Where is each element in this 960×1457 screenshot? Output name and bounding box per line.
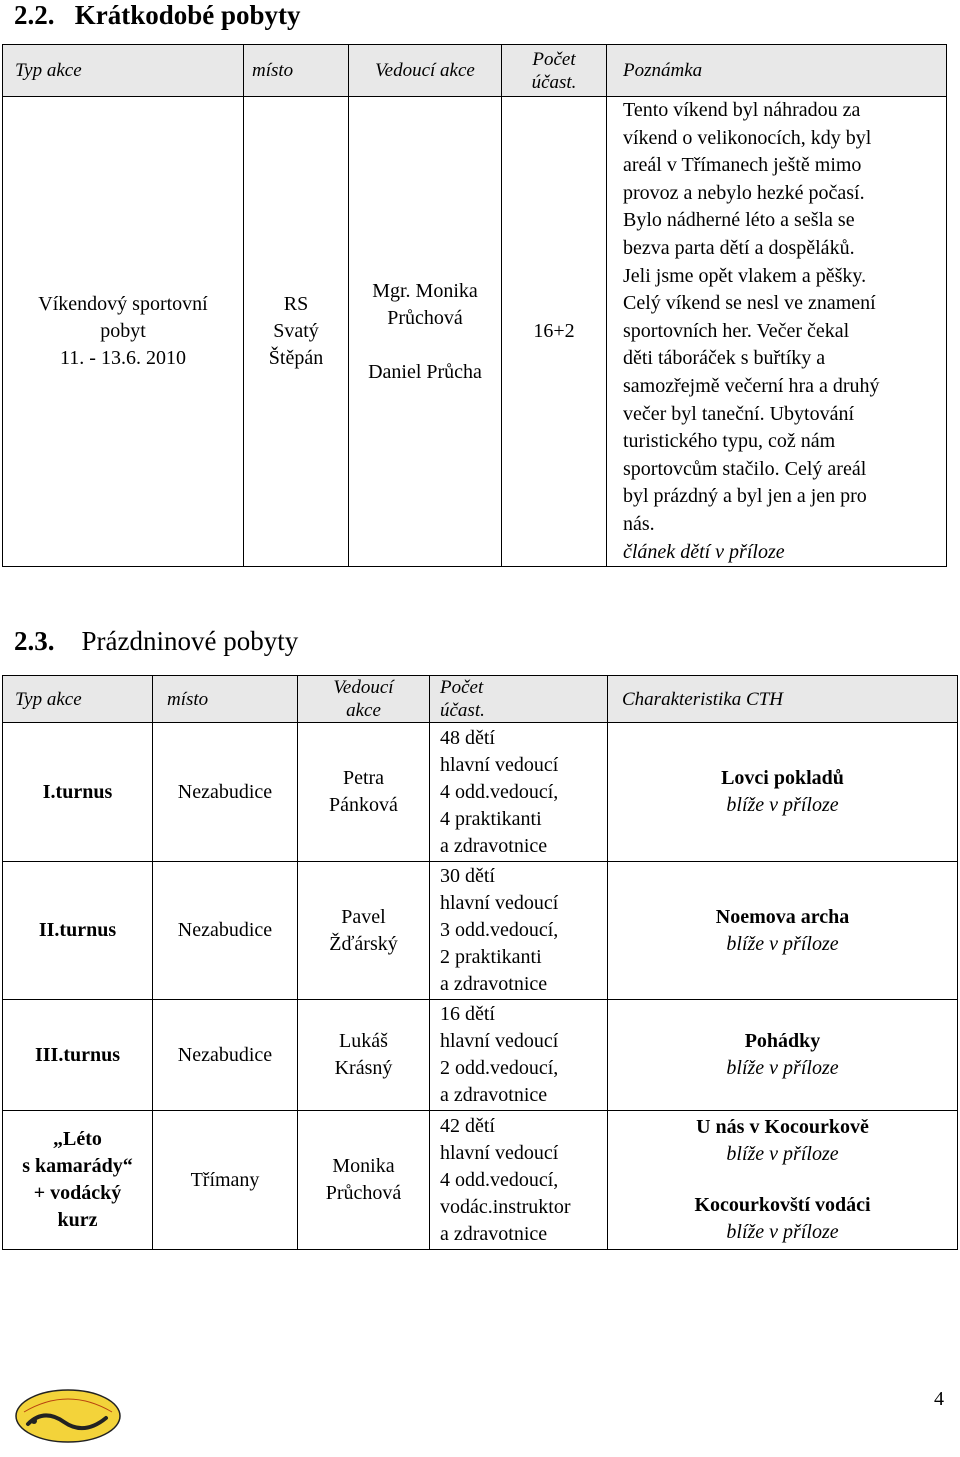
holiday-stays-table (2, 675, 958, 1250)
section-title: Prázdninové pobyty (81, 626, 299, 656)
char-link[interactable]: blíže v příloze (726, 932, 839, 955)
vedouci-line: Krásný (334, 1057, 393, 1079)
note-line: samozřejmě večerní hra a druhý (623, 374, 880, 397)
vedouci-line: Průchová (325, 1182, 402, 1204)
header-pocet-line: Počet (440, 677, 484, 698)
pocet-line: 2 odd.vedoucí, (440, 1057, 559, 1079)
row-charakteristika (608, 723, 958, 862)
vedouci-line: Daniel Průcha (368, 360, 482, 383)
vedouci-line: Žďárský (329, 932, 398, 955)
char-title: Lovci pokladů (721, 767, 844, 789)
vedouci-line: Monika (332, 1155, 395, 1177)
note-line: Jeli jsme opět vlakem a pěšky. (623, 264, 867, 287)
misto-line: RS (283, 293, 309, 316)
row-typ: I.turnus (3, 723, 153, 862)
pocet-line: 30 dětí (440, 865, 495, 887)
pocet-line: a zdravotnice (440, 1222, 548, 1245)
char-link[interactable]: blíže v příloze (726, 794, 839, 816)
row-charakteristika (608, 862, 958, 1000)
char-link[interactable]: blíže v příloze (726, 1143, 839, 1165)
note-line: víkend o velikonocích, kdy byl (623, 126, 872, 149)
header-pocet (502, 45, 607, 97)
pocet-line: 42 dětí (440, 1114, 495, 1137)
row-misto: Nezabudice (153, 862, 298, 1000)
header-pocet (430, 676, 608, 723)
header-poznamka: Poznámka (607, 45, 947, 97)
vedouci-line: Lukáš (339, 1030, 388, 1052)
typ-line: kurz (57, 1209, 98, 1231)
header-pocet-line1: Počet (532, 48, 576, 70)
section-number: 2.3. (14, 626, 55, 656)
page-number: 4 (934, 1388, 944, 1410)
note-line: turistického typu, což nám (623, 430, 836, 453)
table-row (3, 1000, 958, 1111)
misto-line: Štěpán (268, 347, 324, 370)
section-title: Krátkodobé pobyty (74, 0, 301, 30)
typ-line: s kamarády“ (22, 1155, 133, 1177)
pocet-line: a zdravotnice (440, 834, 548, 857)
char-link[interactable]: blíže v příloze (726, 1221, 839, 1243)
pocet-line: hlavní vedoucí (440, 892, 559, 914)
pocet-line: 4 odd.vedoucí, (440, 780, 559, 803)
row-misto: Nezabudice (153, 723, 298, 862)
typ-line: 11. - 13.6. 2010 (60, 347, 186, 370)
vedouci-line: Pánková (329, 794, 398, 816)
pocet-line: hlavní vedoucí (440, 1030, 559, 1052)
note-line: areál v Třímanech ještě mimo (623, 154, 862, 177)
section-number: 2.2. (14, 0, 55, 30)
row-typ-akce (3, 97, 244, 567)
row-misto: Třímany (153, 1111, 298, 1250)
vedouci-line: Pavel (341, 905, 386, 928)
note-line: večer byl taneční. Ubytování (623, 402, 855, 425)
note-line: Celý víkend se nesl ve znamení (623, 292, 876, 315)
header-vedouci-line: Vedoucí (333, 677, 394, 698)
header-typ-akce: Typ akce (3, 676, 153, 723)
typ-line: „Léto (53, 1128, 102, 1150)
char-spacer (608, 1168, 957, 1192)
header-typ-akce: Typ akce (3, 45, 244, 97)
pocet-line: hlavní vedoucí (440, 753, 559, 776)
table-row (3, 723, 958, 862)
header-vedouci: Vedoucí akce (349, 45, 502, 97)
pocet-line: 2 praktikanti (440, 946, 542, 968)
header-misto: místo (244, 45, 349, 97)
note-line: Bylo nádherné léto a sešla se (623, 209, 855, 232)
attachment-link[interactable]: článek dětí v příloze (623, 540, 785, 563)
note-line: byl prázdný a byl jen a jen pro (623, 485, 867, 508)
row-charakteristika (608, 1111, 958, 1250)
section-heading-krátkodobé (14, 0, 301, 31)
vedouci-line: Mgr. Monika (372, 279, 478, 302)
note-line: provoz a nebylo hezké počasí. (623, 181, 865, 204)
char-title: Noemova archa (715, 905, 850, 928)
note-line: bezva parta dětí a dospěláků. (623, 236, 855, 259)
pocet-line: 4 praktikanti (440, 807, 542, 830)
note-line: sportovních her. Večer čekal (623, 319, 850, 342)
pocet-line: 48 dětí (440, 726, 495, 749)
pocet-line: a zdravotnice (440, 1084, 548, 1106)
vedouci-spacer (349, 332, 501, 359)
pocet-line: 16 dětí (440, 1003, 495, 1025)
row-pocet: 16+2 (502, 97, 607, 567)
row-typ: II.turnus (3, 862, 153, 1000)
row-pocet (430, 862, 608, 1000)
table-row (3, 1111, 958, 1250)
note-line: Tento víkend byl náhradou za (623, 99, 861, 121)
vedouci-line: Petra (342, 767, 385, 789)
pocet-line: 3 odd.vedoucí, (440, 919, 559, 941)
section-heading-prázdninové (14, 626, 298, 657)
row-vedouci (349, 97, 502, 567)
row-misto (244, 97, 349, 567)
char-title: Kocourkovští vodáci (694, 1194, 871, 1216)
char-link[interactable]: blíže v příloze (726, 1057, 839, 1079)
row-pocet (430, 1000, 608, 1111)
salamandr-logo-graphic (14, 1388, 122, 1446)
row-pocet (430, 723, 608, 862)
row-pocet (430, 1111, 608, 1250)
row-typ (3, 1111, 153, 1250)
vedouci-line: Průchová (387, 306, 463, 329)
char-title: Pohádky (744, 1030, 821, 1052)
note-line: děti táboráček s buřtíky a (623, 347, 826, 370)
note-line: sportovcům stačilo. Celý areál (623, 457, 867, 480)
row-vedouci (298, 1111, 430, 1250)
row-poznamka (607, 97, 947, 567)
note-line: nás. (623, 512, 655, 535)
header-charakteristika: Charakteristika CTH (608, 676, 958, 723)
row-charakteristika (608, 1000, 958, 1111)
header-vedouci (298, 676, 430, 723)
short-stays-table (2, 44, 947, 567)
header-misto: místo (153, 676, 298, 723)
row-vedouci (298, 723, 430, 862)
row-vedouci (298, 1000, 430, 1111)
pocet-line: hlavní vedoucí (440, 1141, 559, 1164)
table-row (3, 862, 958, 1000)
pocet-line: vodác.instruktor (440, 1195, 571, 1218)
char-title: U nás v Kocourkově (696, 1116, 869, 1138)
pocet-line: 4 odd.vedoucí, (440, 1168, 559, 1191)
typ-line: + vodácký (33, 1182, 122, 1204)
header-pocet-line: účast. (440, 700, 485, 721)
header-vedouci-line: akce (346, 700, 381, 721)
row-misto: Nezabudice (153, 1000, 298, 1111)
row-typ: III.turnus (3, 1000, 153, 1111)
typ-line: pobyt (100, 320, 146, 343)
misto-line: Svatý (273, 320, 319, 343)
header-pocet-line2: účast. (531, 71, 577, 93)
row-vedouci (298, 862, 430, 1000)
salamandr-logo (14, 1388, 122, 1446)
pocet-line: a zdravotnice (440, 973, 548, 995)
typ-line: Víkendový sportovní (38, 293, 208, 316)
